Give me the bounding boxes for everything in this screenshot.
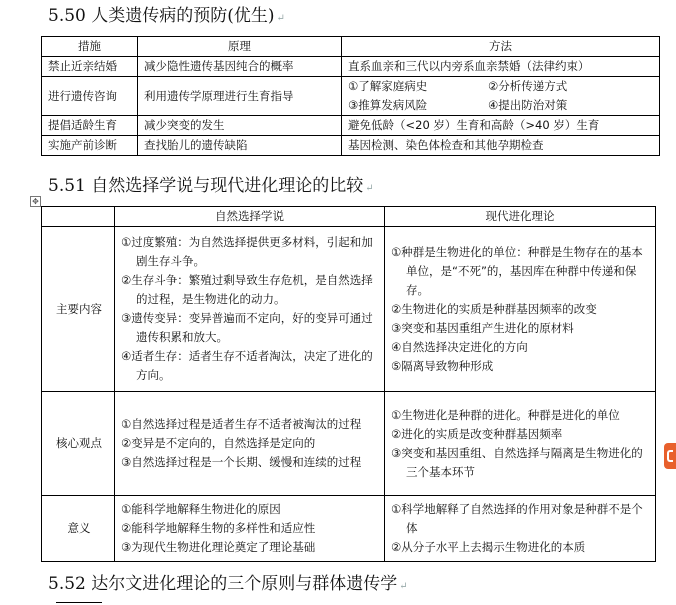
list-item: ②生物进化的实质是种群基因频率的改变 bbox=[391, 301, 597, 316]
table-row bbox=[42, 136, 660, 156]
row-label-main-content: 主要内容 bbox=[42, 227, 115, 392]
list-item: ④自然选择决定进化的方向 bbox=[391, 339, 528, 354]
method-item: ②分析传递方式 bbox=[488, 79, 568, 93]
col-header-method: 方法 bbox=[342, 37, 660, 57]
measure-cell: 实施产前诊断 bbox=[42, 136, 138, 156]
list-item: ①过度繁殖：为自然选择提供更多材料，引起和加剧生存斗争。 bbox=[121, 235, 373, 268]
table-row bbox=[42, 116, 660, 136]
list-item: ②生存斗争：繁殖过剩导致生存危机，是自然选择的过程，是生物进化的动力。 bbox=[121, 273, 373, 306]
list-item: ①自然选择过程是适者生存不适者被淘汰的过程 bbox=[121, 417, 362, 431]
list-item: ③突变和基因重组产生进化的原材料 bbox=[391, 320, 574, 335]
table-prevention bbox=[41, 36, 660, 156]
col-header-principle: 原理 bbox=[138, 37, 342, 57]
principle-cell: 减少隐性遗传基因纯合的概率 bbox=[138, 57, 342, 77]
measure-cell: 提倡适龄生育 bbox=[42, 116, 138, 136]
list-item: ①能科学地解释生物进化的原因 bbox=[121, 502, 281, 516]
table-header-row bbox=[42, 207, 656, 227]
principle-cell: 查找胎儿的遗传缺陷 bbox=[138, 136, 342, 156]
natural-selection-cell bbox=[115, 227, 385, 392]
list-item: ②变异是不定向的，自然选择是定向的 bbox=[121, 436, 316, 450]
list-item: ②能科学地解释生物的多样性和适应性 bbox=[121, 521, 316, 535]
section-5-50-title: 5.50 人类遗传病的预防(优生) ↵ bbox=[48, 6, 285, 26]
col-header-empty bbox=[42, 207, 115, 227]
method-item: ③推算发病风险 bbox=[348, 98, 428, 112]
table-row bbox=[42, 496, 656, 562]
table-header-row bbox=[42, 37, 660, 57]
list-item: ④适者生存：适者生存不适者淘汰，决定了进化的方向。 bbox=[121, 349, 373, 382]
list-item: ③遗传变异：变异普遍而不定向，好的变异可通过遗传积累和放大。 bbox=[121, 311, 373, 344]
orange-side-tab-icon[interactable] bbox=[664, 443, 676, 469]
principle-cell: 利用遗传学原理进行生育指导 bbox=[138, 77, 342, 116]
list-item: ⑤隔离导致物种形成 bbox=[391, 358, 494, 373]
move-handle-icon[interactable]: ✥ bbox=[30, 196, 41, 207]
method-item: ①了解家庭病史 bbox=[348, 79, 428, 93]
modern-theory-cell bbox=[385, 496, 656, 562]
list-item: ①生物进化是种群的进化。种群是进化的单位 bbox=[391, 407, 620, 422]
col-header-modern-theory: 现代进化理论 bbox=[385, 207, 656, 227]
measure-cell: 进行遗传咨询 bbox=[42, 77, 138, 116]
natural-selection-cell bbox=[115, 392, 385, 496]
list-item: ③为现代生物进化理论奠定了理论基础 bbox=[121, 540, 316, 554]
table-row bbox=[42, 57, 660, 77]
method-item: ④提出防治对策 bbox=[488, 98, 568, 112]
method-cell: 避免低龄（<20 岁）生育和高龄（>40 岁）生育 bbox=[342, 116, 660, 136]
list-item: ③突变和基因重组、自然选择与隔离是生物进化的三个基本环节 bbox=[391, 445, 643, 479]
method-cell: 直系血亲和三代以内旁系血亲禁婚（法律约束） bbox=[342, 57, 660, 77]
row-label-significance: 意义 bbox=[42, 496, 115, 562]
col-header-measure: 措施 bbox=[42, 37, 138, 57]
principle-cell: 减少突变的发生 bbox=[138, 116, 342, 136]
method-cell: 基因检测、染色体检查和其他孕期检查 bbox=[342, 136, 660, 156]
list-item: ③自然选择过程是一个长期、缓慢和连续的过程 bbox=[121, 455, 362, 469]
section-5-51-title: 5.51 自然选择学说与现代进化理论的比较 ↵ bbox=[48, 176, 374, 196]
col-header-natural-selection: 自然选择学说 bbox=[115, 207, 385, 227]
list-item: ②从分子水平上去揭示生物进化的本质 bbox=[391, 540, 586, 554]
method-cell bbox=[342, 77, 660, 116]
table-evolution-comparison bbox=[41, 206, 656, 562]
modern-theory-cell bbox=[385, 392, 656, 496]
table-row bbox=[42, 77, 660, 116]
section-5-52-title: 5.52 达尔文进化理论的三个原则与群体遗传学 ↵ bbox=[48, 574, 408, 594]
table-row bbox=[42, 227, 656, 392]
divider bbox=[56, 602, 102, 603]
natural-selection-cell bbox=[115, 496, 385, 562]
modern-theory-cell bbox=[385, 227, 656, 392]
measure-cell: 禁止近亲结婚 bbox=[42, 57, 138, 77]
list-item: ①科学地解释了自然选择的作用对象是种群不是个体 bbox=[391, 502, 643, 535]
list-item: ①种群是生物进化的单位：种群是生物存在的基本单位，是“不死”的，基因库在种群中传递和保存。 bbox=[391, 244, 643, 297]
table-row bbox=[42, 392, 656, 496]
list-item: ②进化的实质是改变种群基因频率 bbox=[391, 426, 563, 441]
row-label-core-view: 核心观点 bbox=[42, 392, 115, 496]
